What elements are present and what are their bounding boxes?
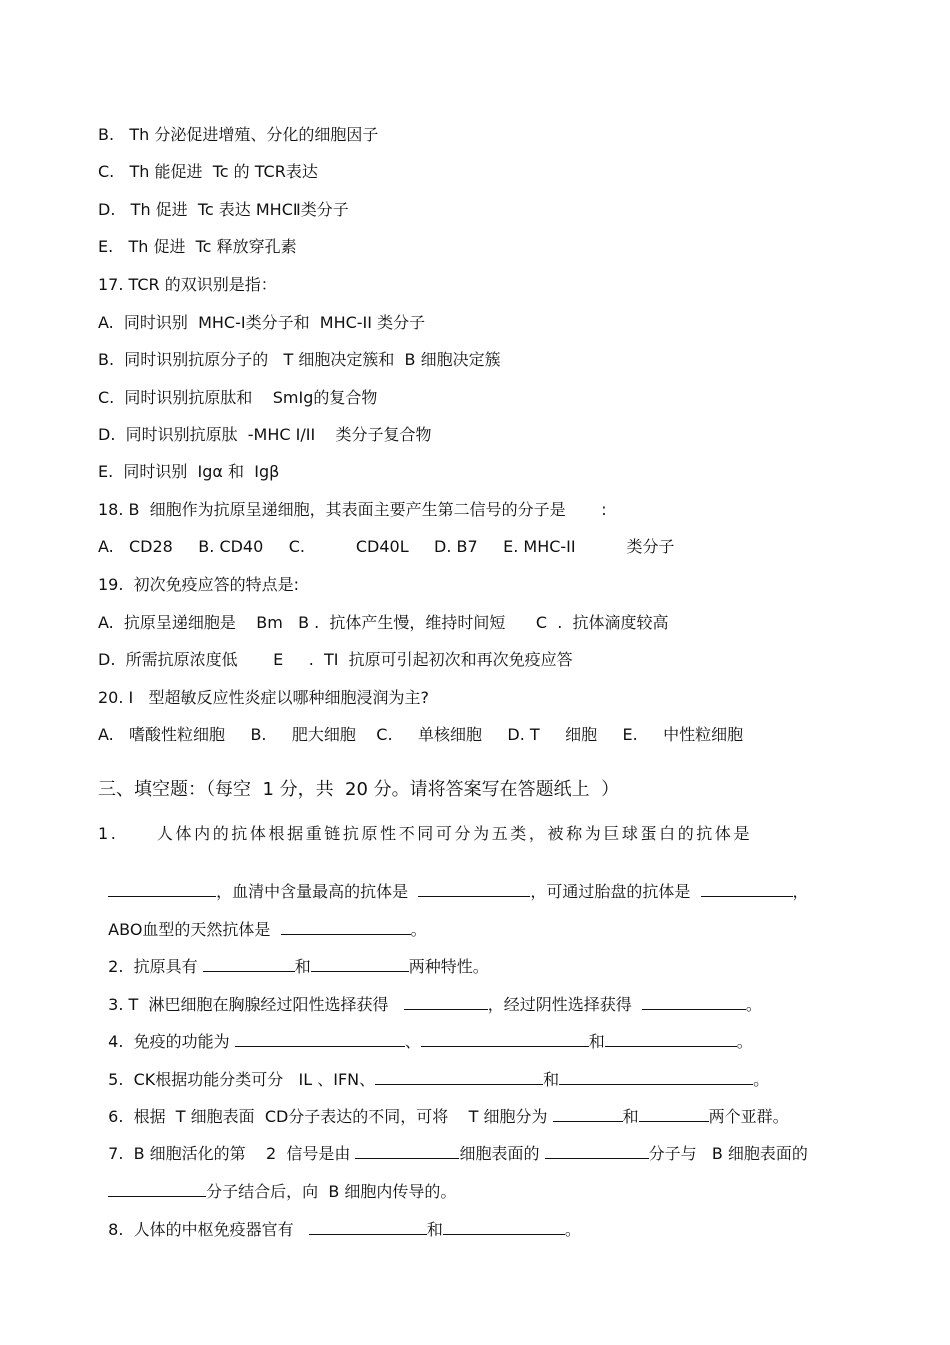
answer-blank[interactable] [642, 995, 746, 1010]
answer-blank[interactable] [701, 882, 793, 897]
options-19a-c: A. 抗原呈递细胞是 Bm B . 抗体产生慢，维持时间短 C . 抗体滴度较高 [98, 613, 669, 632]
fill-text: 3. T 淋巴细胞在胸腺经过阳性选择获得 [108, 995, 404, 1014]
section-3-title: 三、填空题：（每空 1 分，共 20 分。请将答案写在答题纸上 ） [98, 779, 620, 800]
fill-text: 。 [564, 1220, 581, 1239]
fill-text: 4. 免疫的功能为 [108, 1032, 235, 1051]
fill-text: ，血清中含量最高的抗体是 [216, 882, 419, 901]
fill-1-line-1: 1. 人体内的抗体根据重链抗原性不同可分为五类，被称为巨球蛋白的抗体是 [98, 824, 753, 843]
fill-text: ， [792, 882, 809, 901]
option-16b: B. Th 分泌促进增殖、分化的细胞因子 [98, 125, 379, 144]
fill-3 [98, 975, 762, 1015]
option-17a: A. 同时识别 MHC-I类分子和 MHC-II 类分子 [98, 313, 426, 332]
option-17e: E. 同时识别 Igα 和 Igβ [98, 462, 280, 481]
fill-text: ，可通过胎盘的抗体是 [530, 882, 701, 901]
answer-blank[interactable] [309, 1220, 427, 1235]
fill-6 [98, 1087, 789, 1127]
fill-text: 和 [294, 957, 311, 976]
fill-1-line-3 [98, 900, 427, 940]
answer-blank[interactable] [108, 882, 216, 897]
fill-text: 细胞表面的 [459, 1144, 545, 1163]
option-17d: D. 同时识别抗原肽 -MHC I/II 类分子复合物 [98, 425, 432, 444]
question-20: 20. I 型超敏反应性炎症以哪种细胞浸润为主? [98, 688, 430, 707]
answer-blank[interactable] [605, 1032, 737, 1047]
fill-text: ，经过阴性选择获得 [487, 995, 642, 1014]
fill-7-line-1 [98, 1124, 808, 1164]
option-16c: C. Th 能促进 Tc 的 TCR表达 [98, 162, 318, 181]
options-18: A. CD28 B. CD40 C. CD40L D. B7 E. MHC-II 类分子 [98, 537, 675, 556]
options-20: A. 嗜酸性粒细胞 B. 肥大细胞 C. 单核细胞 D. T 细胞 E. 中性粒细胞 [98, 725, 744, 744]
fill-text: 。 [753, 1070, 770, 1089]
fill-7-line-2 [98, 1162, 456, 1202]
fill-text: 2. 抗原具有 [108, 957, 203, 976]
fill-text: 分子与 B 细胞表面的 [648, 1144, 808, 1163]
answer-blank[interactable] [404, 995, 488, 1010]
answer-blank[interactable] [421, 1032, 589, 1047]
fill-4 [98, 1012, 753, 1052]
fill-text: 两个亚群。 [708, 1107, 789, 1126]
fill-text: 。 [736, 1032, 753, 1051]
answer-blank[interactable] [375, 1070, 543, 1085]
option-17b: B. 同时识别抗原分子的 T 细胞决定簇和 B 细胞决定簇 [98, 350, 501, 369]
fill-text: 。 [745, 995, 762, 1014]
answer-blank[interactable] [281, 920, 411, 935]
fill-text: 分子结合后，向 B 细胞内传导的。 [206, 1182, 457, 1201]
option-17c: C. 同时识别抗原肽和 SmIg的复合物 [98, 388, 378, 407]
fill-2 [98, 937, 489, 977]
answer-blank[interactable] [235, 1032, 405, 1047]
answer-blank[interactable] [355, 1144, 459, 1159]
options-19d-e: D. 所需抗原浓度低 E . TI 抗原可引起初次和再次免疫应答 [98, 650, 573, 669]
answer-blank[interactable] [545, 1144, 649, 1159]
fill-text: 8. 人体的中枢免疫器官有 [108, 1220, 309, 1239]
option-16e: E. Th 促进 Tc 释放穿孔素 [98, 237, 297, 256]
question-19: 19. 初次免疫应答的特点是: [98, 575, 300, 594]
fill-text: 5. CK根据功能分类可分 IL 、IFN、 [108, 1070, 376, 1089]
fill-text: 和 [543, 1070, 560, 1089]
answer-blank[interactable] [639, 1107, 709, 1122]
answer-blank[interactable] [203, 957, 295, 972]
fill-8 [98, 1200, 581, 1240]
fill-text: 两种特性。 [408, 957, 489, 976]
fill-text: 和 [588, 1032, 605, 1051]
answer-blank[interactable] [559, 1070, 753, 1085]
fill-text: 和 [426, 1220, 443, 1239]
question-18: 18. B 细胞作为抗原呈递细胞，其表面主要产生第二信号的分子是 : [98, 500, 607, 519]
answer-blank[interactable] [108, 1182, 206, 1197]
fill-1-line-2 [98, 862, 809, 902]
fill-text: 和 [622, 1107, 639, 1126]
answer-blank[interactable] [443, 1220, 565, 1235]
fill-text: 6. 根据 T 细胞表面 CD分子表达的不同，可将 T 细胞分为 [108, 1107, 553, 1126]
answer-blank[interactable] [418, 882, 530, 897]
fill-text: 、 [404, 1032, 421, 1051]
answer-blank[interactable] [553, 1107, 623, 1122]
answer-blank[interactable] [311, 957, 409, 972]
fill-text: ABO血型的天然抗体是 [108, 920, 281, 939]
fill-5 [98, 1050, 769, 1090]
question-17: 17. TCR 的双识别是指： [98, 275, 277, 294]
option-16d: D. Th 促进 Tc 表达 MHCⅡ类分子 [98, 200, 349, 219]
fill-text: 7. B 细胞活化的第 2 信号是由 [108, 1144, 356, 1163]
fill-text: 。 [410, 920, 427, 939]
